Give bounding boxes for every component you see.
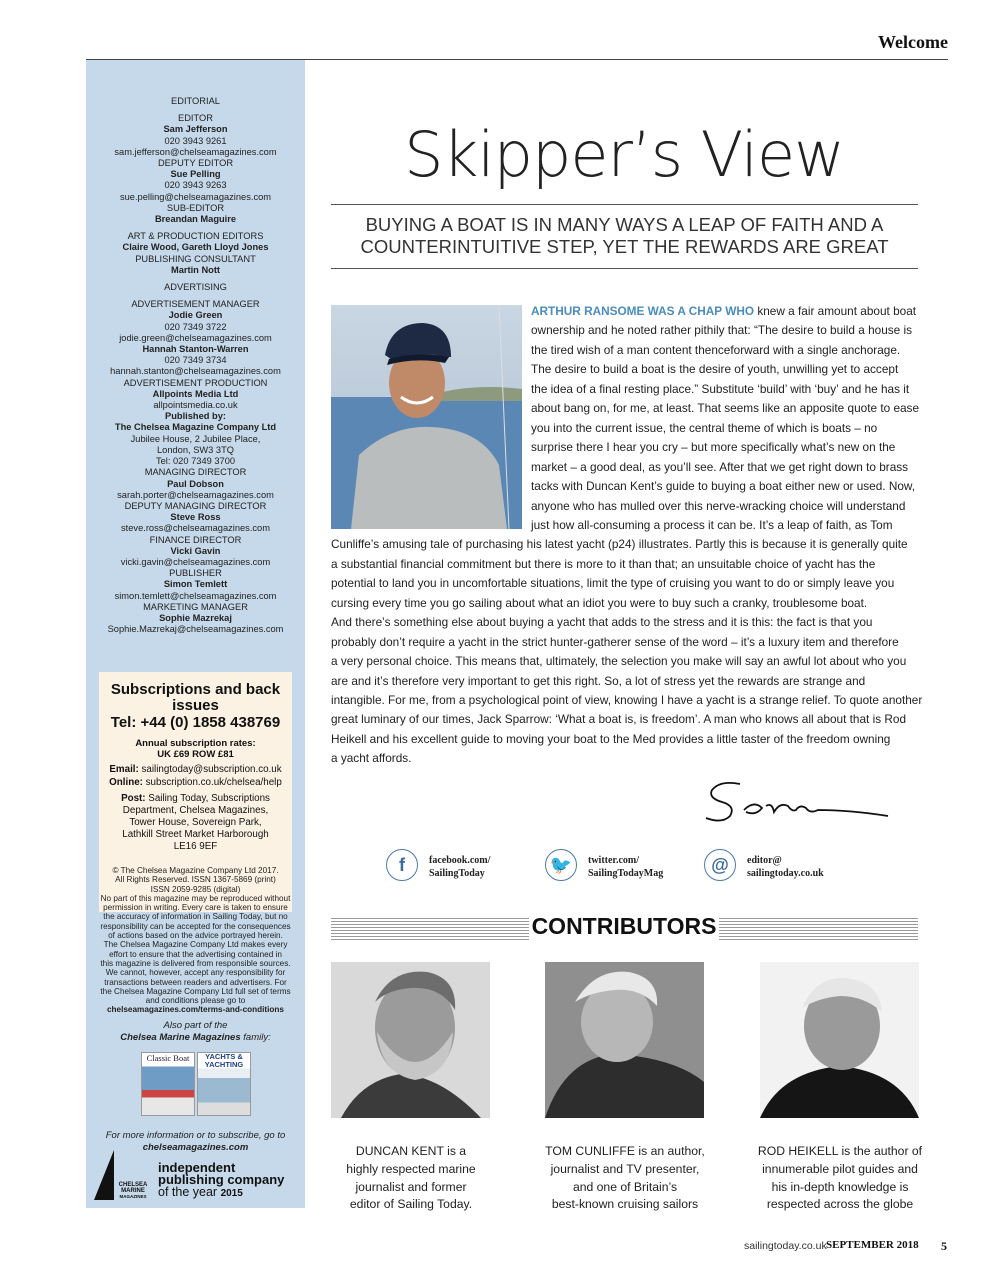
body-line — [331, 693, 922, 707]
footer-site[interactable]: sailingtoday.co.uk — [744, 1240, 827, 1252]
masthead-group — [86, 282, 305, 293]
masthead-group — [86, 501, 305, 535]
masthead-role: MANAGING DIRECTOR — [144, 467, 247, 478]
legal-line: of actions based on the advice portrayed herein. — [108, 931, 283, 941]
contributor-desc-line: journalist and former — [355, 1179, 467, 1194]
masthead-role: EDITOR — [178, 113, 213, 124]
body-text: surprise there I hear you cry – but more specifically what’s new on the — [531, 440, 896, 455]
masthead-group — [86, 231, 305, 253]
yachts-yachting-cover — [197, 1052, 251, 1116]
body-line — [531, 518, 893, 532]
section-title: Welcome — [878, 32, 948, 52]
legal-line: No part of this magazine may be reproduced without — [100, 893, 291, 903]
legal-line: transactions between readers and advertisers. For — [104, 977, 287, 987]
body-text: a substantial financial commitment but there is more to it than that; an unsuitable choice of yacht has the — [331, 556, 876, 571]
masthead-role: PUBLISHER — [169, 568, 222, 579]
legal-line: this magazine is delivered from responsible sources. — [100, 958, 291, 968]
masthead-role: DEPUTY EDITOR — [157, 158, 234, 169]
contributor-desc-line: best-known cruising sailors — [551, 1197, 699, 1212]
subscription-email — [99, 764, 292, 776]
award-year: 2015 — [220, 1188, 243, 1199]
body-line — [331, 576, 894, 590]
email-label: Email: — [109, 764, 139, 775]
masthead-group — [86, 378, 305, 412]
facebook-icon[interactable]: f — [386, 849, 418, 881]
masthead-line: 020 3943 9261 — [164, 135, 227, 146]
masthead-group — [86, 299, 305, 344]
body-text: intangible. For me, from a psychological point of view, knowing I have a yacht is a strange relief. To quote another — [331, 693, 923, 707]
contributor-desc-start: is an author, — [635, 1144, 705, 1158]
article-title: Skipper’s View — [404, 118, 844, 191]
body-line — [531, 304, 916, 318]
logo-line1: CHELSEA — [118, 1182, 148, 1188]
contributor-desc-line: highly respected marine — [346, 1161, 476, 1176]
editor-photo — [331, 305, 522, 529]
logo-line2: MARINE — [121, 1188, 145, 1194]
legal-line: the accuracy of information in Sailing Today, but no — [103, 912, 288, 922]
contributor-photo-rod — [760, 962, 919, 1118]
masthead-contact-link[interactable]: sue.pelling@chelseamagazines.com — [119, 191, 272, 202]
masthead-role: ADVERTISEMENT MANAGER — [131, 299, 260, 310]
body-text: probably don’t require a yacht in the strict hunter-gatherer sense of the word – it’s a luxury item and therefore — [331, 634, 899, 649]
body-line — [531, 362, 898, 376]
masthead-line: 020 3943 9263 — [164, 180, 227, 191]
masthead-group — [86, 203, 305, 225]
legal-line: the Chelsea Magazine Company Ltd full set of terms — [100, 986, 291, 996]
masthead-contact-link[interactable]: Sophie.Mazrekaj@chelseamagazines.com — [107, 624, 284, 635]
body-text: Cunliffe’s amusing tale of purchasing his latest yacht (p24) illustrates. Partly this is because it is generally quite — [331, 537, 908, 552]
standfirst-line1: BUYING A BOAT IS IN MANY WAYS A LEAP OF FAITH AND A — [365, 214, 884, 235]
body-line — [331, 635, 899, 649]
masthead — [86, 96, 305, 635]
more-info-url[interactable]: chelseamagazines.com — [142, 1141, 249, 1153]
body-line — [531, 343, 900, 357]
masthead-name: Martin Nott — [170, 264, 221, 275]
contributor-caption — [321, 1143, 501, 1214]
contributor-desc-line: his in-depth knowledge is — [771, 1179, 909, 1194]
body-line — [531, 460, 908, 474]
masthead-line: London, SW3 3TQ — [157, 444, 234, 455]
body-line — [331, 674, 865, 688]
body-text: knew a fair amount about boat — [754, 304, 917, 318]
contributor-desc-line: editor of Sailing Today. — [349, 1197, 473, 1212]
title-rule-top — [331, 204, 918, 205]
legal-line: We cannot, however, accept any responsibility for — [105, 968, 286, 978]
body-line — [531, 382, 909, 396]
social-line2: SailingTodayMag — [588, 868, 664, 879]
award-line1: independent — [158, 1160, 236, 1175]
legal-line: All Rights Reserved. ISSN 1367-5869 (print) — [115, 875, 276, 885]
post-value: Sailing Today, Subscriptions Department, Chelsea Magazines, Tower House, Sovereign Park, Lathkill Street Market Harborough LE16 9EF — [122, 793, 270, 852]
body-text: market – a good deal, as you’ll see. After that we get right down to brass — [531, 459, 909, 474]
body-text: cursing every time you go sailing about what an idiot you were to buy such a cranky, troublesome boat. — [331, 595, 868, 610]
award-line3 — [158, 1186, 298, 1200]
family-line1: Also part of the — [163, 1020, 228, 1031]
body-text: tacks with Duncan Kent’s guide to buying a boat either new or used. Now, — [531, 479, 916, 494]
legal-line: responsibility can be accepted for the consequences — [100, 921, 291, 931]
family-text — [86, 1020, 305, 1043]
contributor-desc-line: respected across the globe — [766, 1197, 914, 1212]
body-line — [331, 596, 867, 610]
contributor-photo-tom — [545, 962, 704, 1118]
contributors-hatch-right — [719, 918, 918, 940]
classic-boat-masthead: Classic Boat — [146, 1053, 190, 1063]
masthead-name: Steve Ross — [170, 512, 221, 523]
contributor-caption — [535, 1143, 715, 1214]
masthead-group — [86, 254, 305, 276]
caption-first-line — [750, 1143, 930, 1161]
editor-signature — [700, 776, 890, 828]
masthead-line: Tel: 020 7349 3700 — [155, 456, 236, 467]
legal-line: and conditions please go to — [145, 996, 246, 1006]
body-text: The desire to build a boat is the desire of youth, unwilling yet to accept — [531, 362, 899, 377]
body-text: a very personal choice. This means that, ultimately, the selection you make will say an awful lot about who you — [331, 654, 907, 669]
body-text: about bang on, for me, at least. That seems like an apposite quote to ease — [531, 401, 920, 416]
masthead-name: Vicki Gavin — [170, 545, 221, 556]
post-label: Post: — [121, 793, 146, 804]
terms-link[interactable]: chelseamagazines.com/terms-and-conditions — [107, 1005, 284, 1015]
award-line2: publishing company — [158, 1172, 285, 1187]
legal-line: © The Chelsea Magazine Company Ltd 2017. — [112, 866, 279, 875]
lead-in: ARTHUR RANSOME WAS A CHAP WHO — [531, 304, 755, 318]
contributors-heading: CONTRIBUTORS — [531, 913, 717, 939]
caption-first-line — [321, 1143, 501, 1161]
contributor-name: DUNCAN KENT — [355, 1144, 444, 1158]
chelsea-marine-logo — [116, 1182, 150, 1200]
subscriptions-tel: Tel: +44 (0) 1858 438769 — [110, 714, 281, 731]
body-line — [331, 615, 872, 629]
masthead-name: Sue Pelling — [170, 169, 221, 180]
contributor-name: TOM CUNLIFFE — [545, 1144, 636, 1158]
masthead-name: Sam Jefferson — [163, 124, 228, 135]
body-text: ownership and he noted rather pithily that: “The desire to build a house is — [531, 323, 913, 338]
body-line — [531, 421, 877, 435]
contributor-desc-start: is the author of — [838, 1144, 923, 1158]
body-text: anyone who has mulled over this nerve-wracking choice will understand — [531, 498, 906, 513]
family-brand: Chelsea Marine Magazines — [120, 1031, 241, 1043]
masthead-contact-link[interactable]: simon.temlett@chelseamagazines.com — [114, 590, 277, 601]
online-label: Online: — [109, 777, 143, 788]
masthead-group — [86, 96, 305, 107]
masthead-role: ART & PRODUCTION EDITORS — [127, 231, 264, 242]
masthead-name: The Chelsea Magazine Company Ltd — [114, 422, 277, 433]
contributor-desc-start: is a — [443, 1144, 467, 1158]
masthead-role: PUBLISHING CONSULTANT — [135, 253, 256, 264]
family-suffix: family: — [243, 1031, 271, 1043]
masthead-group — [86, 113, 305, 158]
masthead-role: MARKETING MANAGER — [143, 601, 248, 612]
subscriptions-title: Subscriptions and back issues — [110, 681, 281, 714]
body-line — [331, 732, 890, 746]
masthead-group — [86, 602, 305, 636]
masthead-role: FINANCE DIRECTOR — [149, 534, 242, 545]
online-value[interactable]: subscription.co.uk/chelsea/help — [145, 777, 282, 788]
social-line2: sailingtoday.co.uk — [747, 868, 824, 879]
masthead-contact-link[interactable]: jodie.green@chelseamagazines.com — [119, 332, 272, 343]
masthead-group — [86, 344, 305, 378]
body-line — [531, 401, 919, 415]
masthead-name: Allpoints Media Ltd — [152, 388, 239, 399]
subscription-rates-label: Annual subscription rates: — [135, 738, 256, 749]
twitter-icon[interactable]: 🐦 — [545, 849, 577, 881]
body-line — [331, 537, 908, 551]
body-text: the tired wish of a man content thenceforward with a single anchorage. — [531, 342, 901, 357]
social-line1: twitter.com/ — [588, 855, 639, 866]
contributor-desc-line: journalist and TV presenter, — [550, 1161, 700, 1176]
masthead-contact-link[interactable]: sam.jefferson@chelseamagazines.com — [114, 146, 277, 157]
masthead-name: Published by: — [165, 411, 226, 422]
footer-date: SEPTEMBER 2018 — [826, 1239, 919, 1251]
standfirst-line2: COUNTERINTUITIVE STEP, YET THE REWARDS ARE GREAT — [360, 236, 889, 257]
masthead-name: Simon Temlett — [163, 579, 228, 590]
subscription-post — [99, 793, 292, 853]
more-info-line: For more information or to subscribe, go to — [105, 1130, 286, 1141]
contributor-desc-line: innumerable pilot guides and — [762, 1161, 918, 1176]
social-link[interactable] — [747, 854, 824, 880]
email-icon[interactable]: @ — [704, 849, 736, 881]
contributor-caption — [750, 1143, 930, 1214]
contributor-desc-line: and one of Britain’s — [572, 1179, 678, 1194]
classic-boat-cover — [141, 1052, 195, 1116]
subscription-rates: UK £69 ROW £81 — [157, 749, 234, 760]
masthead-name: Hannah Stanton-Warren — [142, 344, 249, 355]
masthead-name: Paul Dobson — [167, 478, 224, 489]
body-text: And there’s something else about buying a yacht that adds to the stress and it is this: the fact is that you — [331, 615, 873, 630]
award — [158, 1162, 298, 1200]
legal-line: The Chelsea Magazine Company Ltd makes every — [103, 940, 288, 950]
page-number: 5 — [941, 1239, 947, 1253]
social-line1: editor@ — [747, 855, 782, 866]
legal-line: ISSN 2059-9285 (digital) — [150, 884, 241, 894]
body-text: you into the current issue, the central theme of which is boats – no — [531, 420, 878, 435]
standfirst — [331, 214, 918, 258]
masthead-role: DEPUTY MANAGING DIRECTOR — [124, 500, 267, 511]
masthead-name: Jodie Green — [168, 310, 223, 321]
masthead-line: 020 7349 3722 — [164, 321, 227, 332]
masthead-role: ADVERTISING — [164, 282, 227, 293]
masthead-line: Jubilee House, 2 Jubilee Place, — [130, 433, 261, 444]
masthead-line: 020 7349 3734 — [164, 355, 227, 366]
title-rule-bottom — [331, 268, 918, 269]
legal-line: effort to ensure that the advertising contained in — [109, 949, 282, 959]
masthead-role: SUB-EDITOR — [166, 202, 225, 213]
contributor-photo-duncan — [331, 962, 490, 1118]
subscription-online — [99, 777, 292, 789]
body-line — [531, 323, 912, 337]
masthead-group — [86, 568, 305, 602]
masthead-name: Breandan Maguire — [154, 214, 237, 225]
masthead-role: EDITORIAL — [171, 96, 220, 106]
legal-line: permission in writing. Every care is taken to ensure — [103, 903, 288, 913]
masthead-contact-link[interactable]: steve.ross@chelseamagazines.com — [121, 523, 270, 534]
body-text: are and it’s therefore very important to get this right. So, a lot of stress yet the rewards are strange and — [331, 673, 866, 688]
logo-line3: MAGAZINES — [119, 1194, 147, 1199]
body-line — [531, 499, 905, 513]
body-line — [331, 654, 906, 668]
body-text: just how all-consuming a process it can be. It’s a leap of faith, as Tom — [531, 517, 893, 532]
social-link[interactable] — [588, 854, 663, 880]
masthead-contact-link[interactable]: allpointsmedia.co.uk — [153, 400, 238, 411]
body-text: Heikell and his excellent guide to moving your boat to the Med provides a little taster of the freedom owning — [331, 731, 891, 746]
masthead-group — [86, 422, 305, 467]
body-line — [531, 440, 895, 454]
caption-first-line — [535, 1143, 715, 1161]
body-text: potential to land you in uncomfortable situations, limit the type of cruising you want to do or simply leave you — [331, 576, 895, 591]
masthead-role: ADVERTISEMENT PRODUCTION — [123, 377, 268, 388]
masthead-group — [86, 535, 305, 569]
social-line2: SailingToday — [429, 868, 485, 879]
masthead-name: Sophie Mazrekaj — [159, 612, 232, 623]
body-text: a yacht affords. — [331, 751, 412, 766]
yachts-masthead: YACHTS & YACHTING — [204, 1052, 244, 1069]
body-line — [531, 479, 915, 493]
social-line1: facebook.com/ — [429, 855, 491, 866]
masthead-contact-link[interactable]: sarah.porter@chelseamagazines.com — [117, 489, 274, 500]
masthead-group — [86, 411, 305, 422]
body-line — [331, 712, 906, 726]
masthead-name: Claire Wood, Gareth Lloyd Jones — [122, 242, 269, 253]
masthead-contact-link[interactable]: vicki.gavin@chelseamagazines.com — [120, 556, 271, 567]
masthead-group — [86, 467, 305, 501]
contributor-name: ROD HEIKELL — [757, 1144, 839, 1158]
masthead-group — [86, 158, 305, 203]
body-text: great luminary of our times, Jack Sparrow: ‘What a boat is, is freedom’. A man who knows all about that is Rod — [331, 712, 907, 727]
body-line — [331, 751, 411, 765]
email-value[interactable]: sailingtoday@subscription.co.uk — [141, 764, 282, 775]
social-link[interactable] — [429, 854, 490, 880]
masthead-contact-link[interactable]: hannah.stanton@chelseamagazines.com — [110, 366, 281, 377]
contributors-hatch-left — [331, 918, 529, 940]
sidebar — [86, 60, 305, 1208]
award-line3-text: of the year — [158, 1185, 218, 1199]
body-text: the idea of a final resting place.” Substitute ‘build’ with ‘buy’ and he has it — [531, 381, 910, 396]
body-line — [331, 557, 875, 571]
legal-notice — [92, 866, 299, 1015]
